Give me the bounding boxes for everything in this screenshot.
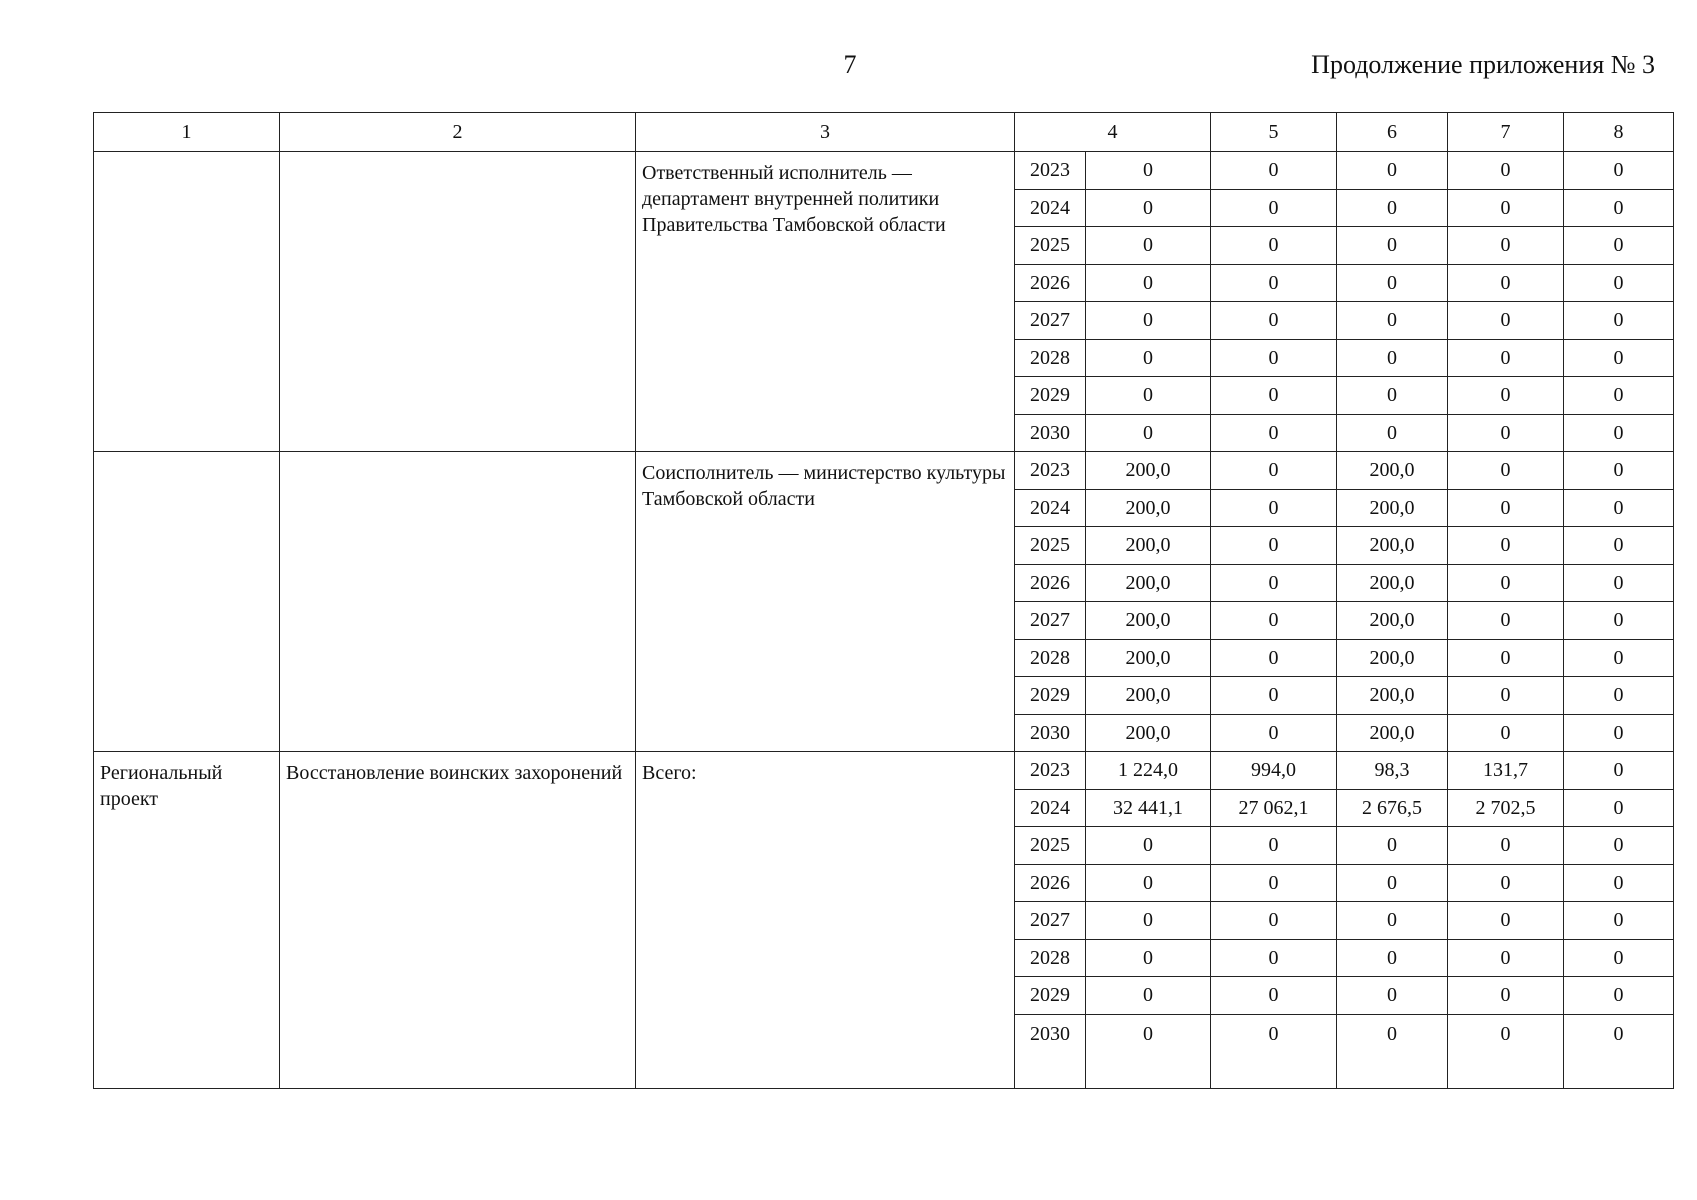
col7-value: 0 xyxy=(1448,339,1564,377)
year-cell: 2026 xyxy=(1015,564,1086,602)
column-header: 4 xyxy=(1015,113,1211,152)
col5-value: 0 xyxy=(1211,527,1337,565)
col8-value: 0 xyxy=(1564,564,1674,602)
col6-value: 0 xyxy=(1337,152,1448,190)
col7-value: 0 xyxy=(1448,977,1564,1015)
col7-value: 0 xyxy=(1448,602,1564,640)
col5-value: 27 062,1 xyxy=(1211,789,1337,827)
col8-value: 0 xyxy=(1564,152,1674,190)
col6-value: 200,0 xyxy=(1337,677,1448,715)
col6-value: 200,0 xyxy=(1337,639,1448,677)
col4-value: 0 xyxy=(1086,377,1211,415)
event-name-cell: Восстановление воинских захоронений xyxy=(280,752,636,1089)
col5-value: 0 xyxy=(1211,564,1337,602)
col8-value: 0 xyxy=(1564,489,1674,527)
col5-value: 0 xyxy=(1211,302,1337,340)
col7-value: 0 xyxy=(1448,939,1564,977)
col4-value: 0 xyxy=(1086,977,1211,1015)
col8-value: 0 xyxy=(1564,977,1674,1015)
year-cell: 2026 xyxy=(1015,864,1086,902)
year-cell: 2028 xyxy=(1015,939,1086,977)
col6-value: 200,0 xyxy=(1337,489,1448,527)
appendix-caption: Продолжение приложения № 3 xyxy=(1311,50,1655,79)
col5-value: 0 xyxy=(1211,414,1337,452)
col6-value: 0 xyxy=(1337,227,1448,265)
col7-value: 0 xyxy=(1448,714,1564,752)
col8-value: 0 xyxy=(1564,527,1674,565)
year-cell: 2024 xyxy=(1015,789,1086,827)
column-header: 8 xyxy=(1564,113,1674,152)
col6-value: 0 xyxy=(1337,264,1448,302)
col5-value: 0 xyxy=(1211,902,1337,940)
col8-value: 0 xyxy=(1564,414,1674,452)
col4-value: 0 xyxy=(1086,827,1211,865)
year-cell: 2029 xyxy=(1015,377,1086,415)
year-cell: 2030 xyxy=(1015,714,1086,752)
col8-value: 0 xyxy=(1564,939,1674,977)
year-cell: 2027 xyxy=(1015,602,1086,640)
year-cell: 2029 xyxy=(1015,677,1086,715)
col7-value: 0 xyxy=(1448,864,1564,902)
col6-value: 200,0 xyxy=(1337,452,1448,490)
year-cell: 2023 xyxy=(1015,152,1086,190)
col7-value: 0 xyxy=(1448,527,1564,565)
col8-value: 0 xyxy=(1564,189,1674,227)
table-body xyxy=(94,152,1674,452)
col5-value: 0 xyxy=(1211,1014,1337,1088)
col7-value: 0 xyxy=(1448,264,1564,302)
col6-value: 0 xyxy=(1337,864,1448,902)
col4-value: 1 224,0 xyxy=(1086,752,1211,790)
program-element-cell xyxy=(94,452,280,752)
col5-value: 0 xyxy=(1211,939,1337,977)
year-cell: 2024 xyxy=(1015,189,1086,227)
col8-value: 0 xyxy=(1564,264,1674,302)
year-cell: 2027 xyxy=(1015,902,1086,940)
col5-value: 0 xyxy=(1211,489,1337,527)
col8-value: 0 xyxy=(1564,902,1674,940)
column-header: 5 xyxy=(1211,113,1337,152)
col5-value: 0 xyxy=(1211,977,1337,1015)
table-body xyxy=(94,452,1674,752)
table-row xyxy=(94,152,1674,190)
year-cell: 2027 xyxy=(1015,302,1086,340)
col7-value: 0 xyxy=(1448,302,1564,340)
page-number: 7 xyxy=(843,50,857,79)
col8-value: 0 xyxy=(1564,639,1674,677)
col4-value: 0 xyxy=(1086,189,1211,227)
col4-value: 0 xyxy=(1086,264,1211,302)
program-element-cell: Региональный проект xyxy=(94,752,280,1089)
col4-value: 32 441,1 xyxy=(1086,789,1211,827)
year-cell: 2023 xyxy=(1015,452,1086,490)
column-header: 3 xyxy=(636,113,1015,152)
executor-cell: Всего: xyxy=(636,752,1015,1089)
col8-value: 0 xyxy=(1564,827,1674,865)
event-name-cell xyxy=(280,452,636,752)
col8-value: 0 xyxy=(1564,1014,1674,1088)
executor-cell: Ответственный исполнитель — департамент внутренней политики Правительства Тамбовской области xyxy=(636,152,1015,452)
col4-value: 200,0 xyxy=(1086,714,1211,752)
col5-value: 0 xyxy=(1211,602,1337,640)
col7-value: 0 xyxy=(1448,1014,1564,1088)
col5-value: 0 xyxy=(1211,227,1337,265)
col5-value: 0 xyxy=(1211,189,1337,227)
col4-value: 200,0 xyxy=(1086,527,1211,565)
col8-value: 0 xyxy=(1564,789,1674,827)
col4-value: 200,0 xyxy=(1086,452,1211,490)
year-cell: 2025 xyxy=(1015,527,1086,565)
col4-value: 200,0 xyxy=(1086,639,1211,677)
col6-value: 200,0 xyxy=(1337,714,1448,752)
col8-value: 0 xyxy=(1564,752,1674,790)
col7-value: 0 xyxy=(1448,414,1564,452)
col7-value: 0 xyxy=(1448,227,1564,265)
col6-value: 0 xyxy=(1337,939,1448,977)
col5-value: 0 xyxy=(1211,264,1337,302)
col5-value: 994,0 xyxy=(1211,752,1337,790)
column-header: 7 xyxy=(1448,113,1564,152)
col6-value: 0 xyxy=(1337,377,1448,415)
col8-value: 0 xyxy=(1564,677,1674,715)
col7-value: 0 xyxy=(1448,452,1564,490)
col7-value: 0 xyxy=(1448,564,1564,602)
col6-value: 98,3 xyxy=(1337,752,1448,790)
col5-value: 0 xyxy=(1211,339,1337,377)
col8-value: 0 xyxy=(1564,714,1674,752)
column-header: 2 xyxy=(280,113,636,152)
col5-value: 0 xyxy=(1211,152,1337,190)
col5-value: 0 xyxy=(1211,639,1337,677)
col4-value: 0 xyxy=(1086,939,1211,977)
col6-value: 0 xyxy=(1337,977,1448,1015)
col6-value: 0 xyxy=(1337,189,1448,227)
col8-value: 0 xyxy=(1564,227,1674,265)
column-header: 1 xyxy=(94,113,280,152)
col7-value: 0 xyxy=(1448,827,1564,865)
table-body xyxy=(94,752,1674,1089)
table-row xyxy=(94,452,1674,490)
col7-value: 131,7 xyxy=(1448,752,1564,790)
col5-value: 0 xyxy=(1211,377,1337,415)
column-header: 6 xyxy=(1337,113,1448,152)
col7-value: 0 xyxy=(1448,489,1564,527)
budget-table xyxy=(93,112,1674,1089)
column-header-row xyxy=(94,113,1674,152)
col5-value: 0 xyxy=(1211,677,1337,715)
col5-value: 0 xyxy=(1211,714,1337,752)
col4-value: 0 xyxy=(1086,339,1211,377)
year-cell: 2025 xyxy=(1015,827,1086,865)
col5-value: 0 xyxy=(1211,827,1337,865)
col5-value: 0 xyxy=(1211,452,1337,490)
col7-value: 2 702,5 xyxy=(1448,789,1564,827)
year-cell: 2026 xyxy=(1015,264,1086,302)
col6-value: 0 xyxy=(1337,902,1448,940)
year-cell: 2024 xyxy=(1015,489,1086,527)
year-cell: 2030 xyxy=(1015,414,1086,452)
event-name-cell xyxy=(280,152,636,452)
col4-value: 200,0 xyxy=(1086,602,1211,640)
col5-value: 0 xyxy=(1211,864,1337,902)
col6-value: 2 676,5 xyxy=(1337,789,1448,827)
year-cell: 2028 xyxy=(1015,639,1086,677)
col7-value: 0 xyxy=(1448,902,1564,940)
col7-value: 0 xyxy=(1448,152,1564,190)
col6-value: 200,0 xyxy=(1337,602,1448,640)
year-cell: 2025 xyxy=(1015,227,1086,265)
col6-value: 0 xyxy=(1337,302,1448,340)
col4-value: 200,0 xyxy=(1086,564,1211,602)
year-cell: 2030 xyxy=(1015,1014,1086,1088)
col4-value: 0 xyxy=(1086,864,1211,902)
col6-value: 0 xyxy=(1337,414,1448,452)
col4-value: 0 xyxy=(1086,1014,1211,1088)
col4-value: 0 xyxy=(1086,227,1211,265)
col8-value: 0 xyxy=(1564,339,1674,377)
col4-value: 0 xyxy=(1086,414,1211,452)
col4-value: 200,0 xyxy=(1086,489,1211,527)
year-cell: 2023 xyxy=(1015,752,1086,790)
executor-cell: Соисполнитель — министерство культуры Тамбовской области xyxy=(636,452,1015,752)
year-cell: 2028 xyxy=(1015,339,1086,377)
col7-value: 0 xyxy=(1448,189,1564,227)
col8-value: 0 xyxy=(1564,302,1674,340)
year-cell: 2029 xyxy=(1015,977,1086,1015)
col7-value: 0 xyxy=(1448,377,1564,415)
col6-value: 0 xyxy=(1337,339,1448,377)
col8-value: 0 xyxy=(1564,452,1674,490)
col6-value: 200,0 xyxy=(1337,564,1448,602)
col8-value: 0 xyxy=(1564,377,1674,415)
col4-value: 200,0 xyxy=(1086,677,1211,715)
program-element-cell xyxy=(94,152,280,452)
col6-value: 0 xyxy=(1337,827,1448,865)
col4-value: 0 xyxy=(1086,152,1211,190)
col4-value: 0 xyxy=(1086,902,1211,940)
col7-value: 0 xyxy=(1448,677,1564,715)
col6-value: 200,0 xyxy=(1337,527,1448,565)
col7-value: 0 xyxy=(1448,639,1564,677)
col4-value: 0 xyxy=(1086,302,1211,340)
col8-value: 0 xyxy=(1564,864,1674,902)
table-row xyxy=(94,752,1674,790)
col8-value: 0 xyxy=(1564,602,1674,640)
col6-value: 0 xyxy=(1337,1014,1448,1088)
